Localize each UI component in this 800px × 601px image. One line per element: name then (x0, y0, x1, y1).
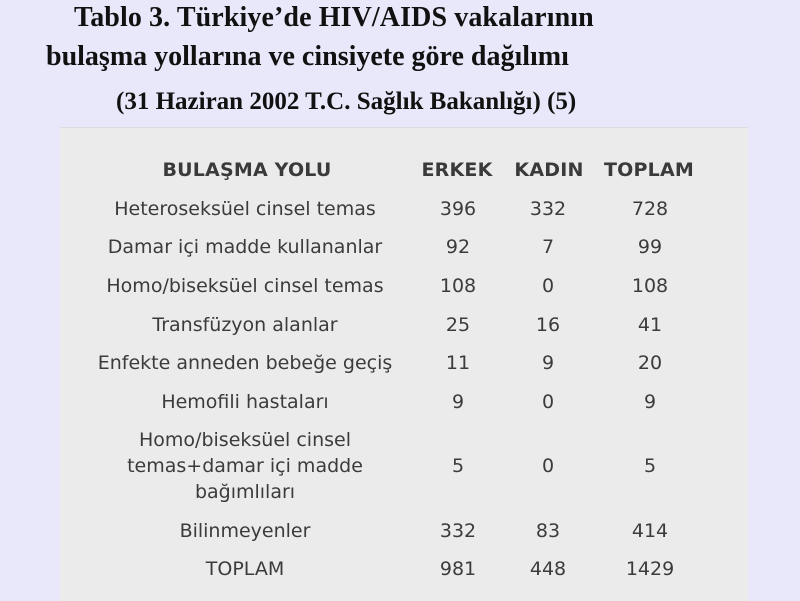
row-5-male: 11 (445, 352, 471, 374)
slide-title-line-2: bulaşma yollarına ve cinsiyete göre dağılımı (46, 41, 569, 72)
row-5-total: 20 (637, 352, 663, 374)
row-5-female: 9 (541, 352, 555, 374)
row-1-female: 332 (529, 198, 567, 220)
row-3-route: Homo/biseksüel cinsel temas (106, 275, 384, 297)
row-7-female: 0 (541, 455, 555, 477)
row-2-female: 7 (541, 236, 555, 258)
row-3-total: 108 (631, 275, 669, 297)
row-6-female: 0 (541, 391, 555, 413)
row-2-total: 99 (637, 236, 663, 258)
row-4-route: Transfüzyon alanlar (152, 314, 338, 336)
row-9-total: 1429 (625, 558, 675, 580)
slide-title-line-1: Tablo 3. Türkiye’de HIV/AIDS vakalarının (74, 2, 594, 33)
row-6-total: 9 (643, 391, 657, 413)
row-9-route: TOPLAM (205, 558, 285, 580)
row-4-total: 41 (637, 314, 663, 336)
row-2-male: 92 (445, 236, 471, 258)
row-3-male: 108 (439, 275, 477, 297)
row-7-route-line-1: Homo/biseksüel cinsel (139, 429, 351, 451)
row-4-female: 16 (535, 314, 561, 336)
row-6-route: Hemofili hastaları (161, 391, 329, 413)
row-8-female: 83 (535, 520, 561, 542)
row-7-total: 5 (643, 455, 657, 477)
header-route: BULAŞMA YOLU (162, 159, 332, 181)
row-9-female: 448 (529, 558, 567, 580)
row-1-route: Heteroseksüel cinsel temas (114, 198, 376, 220)
row-4-male: 25 (445, 314, 471, 336)
row-1-male: 396 (439, 198, 477, 220)
row-1-total: 728 (631, 198, 669, 220)
row-7-male: 5 (451, 455, 465, 477)
row-8-route: Bilinmeyenler (179, 520, 311, 542)
row-7-route (95, 427, 395, 505)
table-scan-image (60, 127, 748, 601)
row-7-route-line-3: bağımlıları (194, 481, 296, 503)
header-male: ERKEK (421, 159, 493, 181)
row-8-male: 332 (439, 520, 477, 542)
row-8-total: 414 (631, 520, 669, 542)
row-5-route: Enfekte anneden bebeğe geçiş (97, 352, 393, 374)
row-3-female: 0 (541, 275, 555, 297)
row-6-male: 9 (451, 391, 465, 413)
slide-subtitle: (31 Haziran 2002 T.C. Sağlık Bakanlığı) (5) (116, 88, 577, 115)
header-total: TOPLAM (604, 159, 694, 181)
row-7-route-line-2: temas+damar içi madde (127, 455, 363, 477)
row-9-male: 981 (439, 558, 477, 580)
row-2-route: Damar içi madde kullananlar (107, 236, 383, 258)
header-female: KADIN (514, 159, 584, 181)
